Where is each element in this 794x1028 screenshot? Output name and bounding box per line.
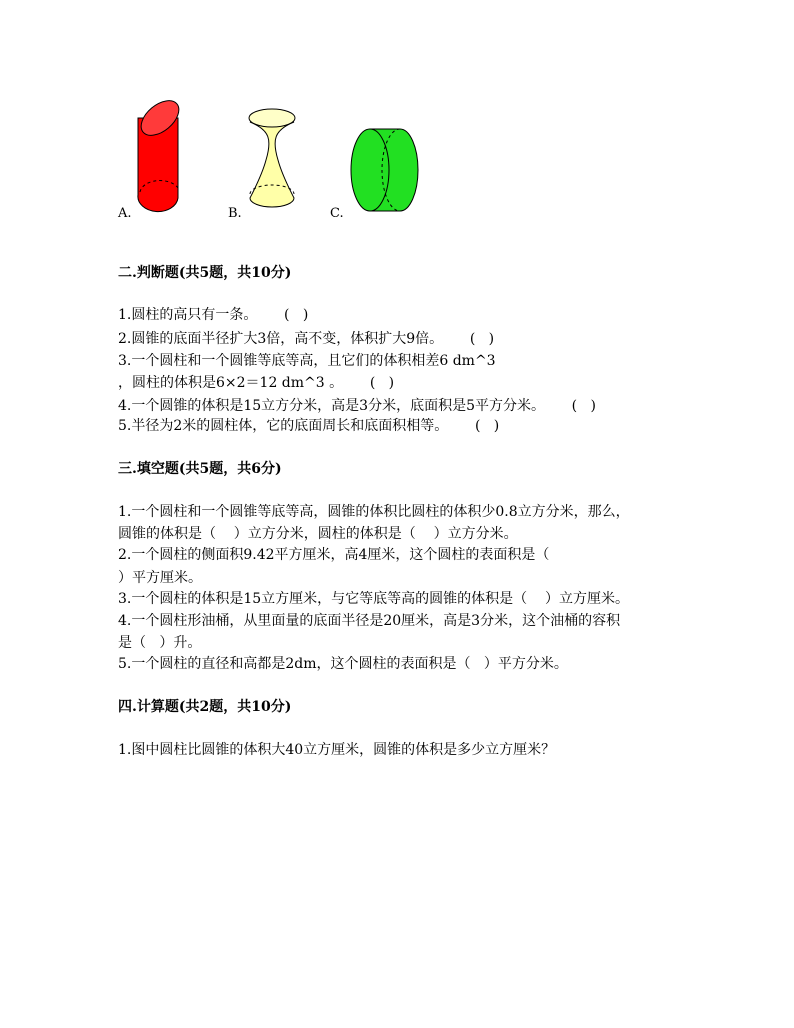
fill-item-5: 5.一个圆柱的直径和高都是2dm，这个圆柱的表面积是（ ）平方分米。 [118,656,568,672]
fill-item-1-line-2: 圆锥的体积是（ ）立方分米，圆柱的体积是（ ）立方分米。 [118,526,518,542]
section-4-title: 四.计算题(共2题，共10分) [118,699,292,715]
judge-item-3-line-2: ，圆柱的体积是6×2＝12 dm^3 。 ( ) [118,375,395,391]
fill-item-2-line-1: 2.一个圆柱的侧面积9.42平方厘米，高4厘米，这个圆柱的表面积是（ [118,547,550,563]
section-2-title: 二.判断题(共5题，共10分) [118,265,292,281]
figure-options [0,0,794,240]
judge-item-3-line-1: 3.一个圆柱和一个圆锥等底等高，且它们的体积相差6 dm^3 [118,353,496,369]
figure-b-label: B. [228,206,242,221]
fill-item-4-line-1: 4.一个圆柱形油桶，从里面量的底面半径是20厘米，高是3分米，这个油桶的容积 [118,613,621,629]
figure-c-label: C. [330,206,344,221]
judge-item-4: 4.一个圆锥的体积是15立方分米，高是3分米，底面积是5平方分米。 ( ) [118,398,596,414]
fill-item-1-line-1: 1.一个圆柱和一个圆锥等底等高，圆锥的体积比圆柱的体积少0.8立方分米，那么， [118,504,630,520]
figure-a-red-cylinder [135,94,185,212]
fill-item-2-line-2: ）平方厘米。 [118,570,202,586]
figure-c-green-cylinder [351,129,418,211]
figure-b-yellow-spool [249,109,295,207]
figure-a-label: A. [118,206,132,221]
calc-item-1: 1.图中圆柱比圆锥的体积大40立方厘米，圆锥的体积是多少立方厘米？ [118,742,556,758]
judge-item-2: 2.圆锥的底面半径扩大3倍，高不变，体积扩大9倍。 ( ) [118,331,495,347]
judge-item-5: 5.半径为2米的圆柱体，它的底面周长和底面积相等。 ( ) [118,418,500,434]
judge-item-1: 1.圆柱的高只有一条。 ( ) [118,307,309,323]
fill-item-3: 3.一个圆柱的体积是15立方厘米，与它等底等高的圆锥的体积是（ ）立方厘米。 [118,591,629,607]
figure-drawings [0,0,794,240]
fill-item-4-line-2: 是（ ）升。 [118,635,202,651]
section-3-title: 三.填空题(共5题，共6分) [118,461,282,477]
